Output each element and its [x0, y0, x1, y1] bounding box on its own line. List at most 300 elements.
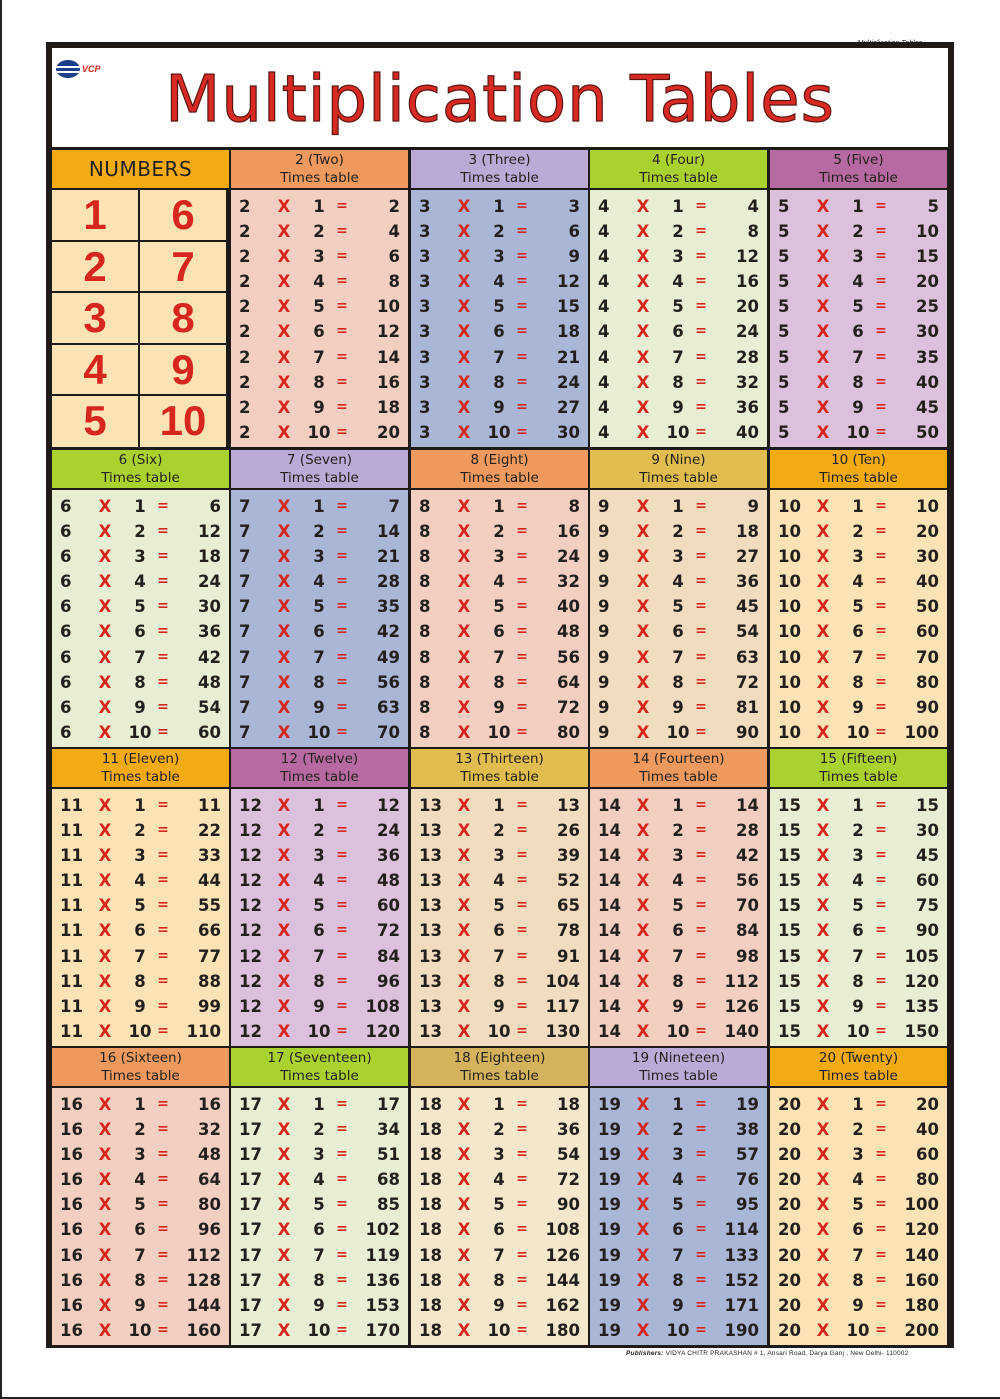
times-operator: X	[457, 622, 471, 642]
times-operator: X	[636, 946, 650, 966]
multiplicand: 17	[239, 1195, 262, 1215]
product: 24	[557, 547, 580, 567]
product: 126	[724, 996, 759, 1016]
multiplicand: 3	[419, 272, 431, 292]
multiplier: 8	[313, 372, 325, 392]
multiplier: 8	[134, 672, 146, 692]
multiplier: 3	[493, 846, 505, 866]
equals-operator: =	[336, 398, 348, 415]
table-row	[590, 1293, 767, 1318]
times-operator: X	[277, 1195, 291, 1215]
multiplicand: 11	[60, 946, 83, 966]
equals-operator: =	[336, 323, 348, 340]
product: 171	[724, 1295, 759, 1315]
number-box: 3	[52, 293, 138, 343]
equals-operator: =	[695, 523, 707, 540]
multiplier: 5	[852, 297, 864, 317]
times-operator: X	[277, 1095, 291, 1114]
equals-operator: =	[875, 548, 887, 565]
table-row	[411, 695, 588, 720]
table-row	[590, 494, 767, 519]
multiplier: 6	[134, 622, 146, 642]
table-body	[231, 789, 408, 1046]
table-header-subtitle: Times table	[280, 169, 359, 186]
multiplicand: 6	[60, 522, 72, 542]
multiplier: 1	[852, 1095, 864, 1114]
table-row	[52, 1092, 229, 1117]
multiplier: 3	[313, 1145, 325, 1165]
product: 180	[545, 1320, 580, 1340]
table-row	[411, 1117, 588, 1142]
multiplicand: 15	[778, 996, 801, 1016]
table-row	[231, 395, 408, 420]
table-row	[770, 645, 947, 670]
times-operator: X	[277, 497, 291, 516]
table-header-title: 6 (Six)	[118, 452, 163, 468]
table-row	[411, 269, 588, 294]
equals-operator: =	[157, 1221, 169, 1238]
multiplicand: 12	[239, 971, 262, 991]
table-header-title: 10 (Ten)	[831, 452, 886, 468]
table-row	[411, 918, 588, 943]
equals-operator: =	[157, 723, 169, 740]
table-header-title: 18 (Eighteen)	[453, 1050, 546, 1066]
product: 112	[186, 1245, 221, 1265]
multiplicand: 12	[239, 896, 262, 916]
multiplicand: 19	[598, 1270, 621, 1290]
product: 12	[198, 522, 221, 542]
multiplier: 6	[672, 1220, 684, 1240]
multiplicand: 20	[778, 1270, 801, 1290]
multiplier: 10	[487, 1021, 511, 1041]
product: 72	[557, 1170, 580, 1190]
times-operator: X	[816, 1095, 830, 1114]
times-operator: X	[277, 372, 291, 392]
product: 144	[186, 1295, 221, 1315]
times-operator: X	[277, 946, 291, 966]
table-header	[231, 1048, 408, 1086]
table-body	[770, 1088, 947, 1345]
times-operator: X	[636, 1295, 650, 1315]
table-header-title: 12 (Twelve)	[280, 751, 359, 767]
multiplier: 1	[313, 796, 325, 815]
multiplier: 8	[672, 1270, 684, 1290]
times-operator: X	[816, 522, 830, 542]
product: 95	[736, 1195, 759, 1215]
product: 10	[916, 222, 939, 242]
multiplier: 2	[493, 821, 505, 841]
product: 85	[377, 1195, 400, 1215]
times-operator: X	[636, 622, 650, 642]
equals-operator: =	[516, 822, 528, 839]
product: 98	[736, 946, 759, 966]
multiplier: 7	[672, 1245, 684, 1265]
multiplicand: 12	[239, 996, 262, 1016]
multiplicand: 13	[419, 871, 442, 891]
number-box: 8	[140, 293, 226, 343]
multiplicand: 13	[419, 946, 442, 966]
table-row	[590, 645, 767, 670]
multiplier: 1	[493, 497, 505, 516]
multiplicand: 20	[778, 1120, 801, 1140]
product: 30	[916, 322, 939, 342]
equals-operator: =	[516, 498, 528, 514]
multiplicand: 13	[419, 821, 442, 841]
table-body	[770, 490, 947, 747]
table-row	[770, 494, 947, 519]
multiplicand: 13	[419, 796, 442, 815]
equals-operator: =	[695, 847, 707, 864]
equals-operator: =	[336, 1271, 348, 1288]
table-header-subtitle: Times table	[639, 768, 718, 785]
product: 24	[557, 372, 580, 392]
product: 110	[186, 1021, 221, 1041]
equals-operator: =	[157, 947, 169, 964]
product: 15	[557, 297, 580, 317]
table-row	[411, 294, 588, 319]
table-row	[231, 893, 408, 918]
table-row	[411, 868, 588, 893]
equals-operator: =	[157, 1171, 169, 1188]
multiplier: 4	[672, 272, 684, 292]
times-operator: X	[816, 697, 830, 717]
table-row	[590, 944, 767, 969]
multiplier: 3	[852, 247, 864, 267]
equals-operator: =	[157, 623, 169, 640]
multiplicand: 13	[419, 896, 442, 916]
multiplier: 8	[313, 672, 325, 692]
table-header	[590, 1048, 767, 1086]
times-operator: X	[816, 722, 830, 742]
table-row	[411, 544, 588, 569]
table-row	[231, 645, 408, 670]
table-row	[770, 818, 947, 843]
table-header-title: 17 (Seventeen)	[267, 1050, 372, 1066]
table-row	[231, 244, 408, 269]
table-row	[770, 370, 947, 395]
times-operator: X	[98, 846, 112, 866]
times-operator: X	[457, 272, 471, 292]
times-operator: X	[816, 322, 830, 342]
equals-operator: =	[157, 648, 169, 665]
product: 114	[724, 1220, 759, 1240]
multiplicand: 2	[239, 197, 251, 216]
table-row	[590, 1092, 767, 1117]
product: 56	[377, 672, 400, 692]
multiplier: 3	[852, 547, 864, 567]
equals-operator: =	[516, 348, 528, 365]
equals-operator: =	[875, 698, 887, 715]
equals-operator: =	[695, 1121, 707, 1138]
table-row	[590, 670, 767, 695]
table-row	[770, 918, 947, 943]
table-row	[590, 420, 767, 445]
table-row	[231, 594, 408, 619]
times-table-10	[770, 450, 947, 747]
number-box: 2	[52, 242, 138, 292]
equals-operator: =	[336, 972, 348, 989]
multiplicand: 14	[598, 996, 621, 1016]
table-row	[52, 695, 229, 720]
multiplier: 7	[313, 1245, 325, 1265]
table-row	[231, 1019, 408, 1044]
table-row	[231, 670, 408, 695]
multiplier: 10	[307, 1021, 331, 1041]
table-row	[231, 494, 408, 519]
table-row	[231, 969, 408, 994]
table-row	[411, 720, 588, 745]
table-row	[590, 319, 767, 344]
product: 51	[377, 1145, 400, 1165]
equals-operator: =	[516, 298, 528, 315]
times-operator: X	[636, 422, 650, 442]
times-table-17	[231, 1048, 408, 1345]
product: 20	[916, 1095, 939, 1114]
multiplier: 5	[672, 597, 684, 617]
multiplicand: 15	[778, 1021, 801, 1041]
number-box: 4	[52, 345, 138, 395]
table-row	[770, 1268, 947, 1293]
multiplicand: 2	[239, 297, 251, 317]
multiplicand: 20	[778, 1220, 801, 1240]
multiplicand: 3	[419, 422, 431, 442]
product: 18	[557, 1095, 580, 1114]
multiplicand: 7	[239, 597, 251, 617]
times-operator: X	[277, 247, 291, 267]
table-row	[231, 868, 408, 893]
table-row	[770, 670, 947, 695]
times-operator: X	[636, 572, 650, 592]
times-operator: X	[636, 846, 650, 866]
multiplier: 2	[672, 222, 684, 242]
multiplier: 2	[493, 522, 505, 542]
table-body	[590, 490, 767, 747]
times-operator: X	[816, 497, 830, 516]
times-operator: X	[277, 1120, 291, 1140]
times-operator: X	[277, 921, 291, 941]
tables-grid	[52, 150, 948, 1344]
table-row	[770, 594, 947, 619]
table-body	[411, 190, 588, 447]
number-box: 1	[52, 190, 138, 240]
multiplier: 3	[493, 547, 505, 567]
table-row	[52, 1268, 229, 1293]
product: 13	[557, 796, 580, 815]
table-header-title: 8 (Eight)	[470, 452, 529, 468]
multiplier: 7	[852, 647, 864, 667]
product: 96	[377, 971, 400, 991]
times-operator: X	[816, 896, 830, 916]
product: 26	[557, 821, 580, 841]
multiplicand: 7	[239, 647, 251, 667]
multiplier: 2	[852, 522, 864, 542]
times-operator: X	[816, 1145, 830, 1165]
multiplicand: 14	[598, 821, 621, 841]
product: 28	[377, 572, 400, 592]
multiplier: 9	[313, 697, 325, 717]
multiplier: 1	[672, 497, 684, 516]
product: 4	[747, 197, 759, 216]
multiplicand: 8	[419, 722, 431, 742]
product: 20	[736, 297, 759, 317]
equals-operator: =	[336, 797, 348, 813]
multiplier: 1	[134, 1095, 146, 1114]
times-operator: X	[277, 1021, 291, 1041]
multiplier: 5	[493, 597, 505, 617]
multiplicand: 16	[60, 1270, 83, 1290]
times-operator: X	[636, 871, 650, 891]
product: 54	[557, 1145, 580, 1165]
multiplicand: 17	[239, 1220, 262, 1240]
multiplier: 2	[134, 821, 146, 841]
equals-operator: =	[516, 872, 528, 889]
table-row	[411, 619, 588, 644]
times-table-6	[52, 450, 229, 747]
equals-operator: =	[516, 1022, 528, 1039]
equals-operator: =	[875, 573, 887, 590]
publisher-footer	[626, 1350, 908, 1357]
times-table-5	[770, 150, 947, 447]
multiplier: 8	[852, 971, 864, 991]
numbers-header: NUMBERS	[52, 150, 229, 188]
multiplicand: 4	[598, 272, 610, 292]
table-body	[411, 1088, 588, 1345]
times-operator: X	[636, 322, 650, 342]
multiplicand: 16	[60, 1320, 83, 1340]
times-table-3	[411, 150, 588, 447]
table-row	[590, 720, 767, 745]
equals-operator: =	[157, 598, 169, 615]
table-row	[770, 1117, 947, 1142]
table-row	[52, 1243, 229, 1268]
product: 21	[557, 347, 580, 367]
multiplicand: 8	[419, 597, 431, 617]
equals-operator: =	[516, 797, 528, 813]
multiplicand: 5	[778, 272, 790, 292]
product: 77	[198, 946, 221, 966]
equals-operator: =	[875, 523, 887, 540]
times-operator: X	[277, 996, 291, 1016]
multiplicand: 12	[239, 1021, 262, 1041]
times-operator: X	[457, 597, 471, 617]
multiplier: 10	[666, 1021, 690, 1041]
product: 16	[377, 372, 400, 392]
table-row	[770, 868, 947, 893]
table-row	[231, 843, 408, 868]
table-row	[590, 1243, 767, 1268]
multiplicand: 12	[239, 846, 262, 866]
table-header-subtitle: Times table	[639, 1067, 718, 1084]
equals-operator: =	[336, 598, 348, 615]
multiplicand: 6	[60, 672, 72, 692]
table-row	[231, 319, 408, 344]
multiplicand: 9	[598, 697, 610, 717]
times-operator: X	[816, 647, 830, 667]
product: 39	[557, 846, 580, 866]
multiplier: 10	[846, 722, 870, 742]
equals-operator: =	[516, 373, 528, 390]
product: 22	[198, 821, 221, 841]
product: 9	[747, 497, 759, 516]
multiplicand: 8	[419, 622, 431, 642]
times-operator: X	[457, 996, 471, 1016]
multiplicand: 8	[419, 672, 431, 692]
multiplicand: 6	[60, 622, 72, 642]
product: 4	[388, 222, 400, 242]
table-header-subtitle: Times table	[280, 469, 359, 486]
equals-operator: =	[336, 523, 348, 540]
product: 19	[736, 1095, 759, 1114]
times-table-7	[231, 450, 408, 747]
times-operator: X	[816, 871, 830, 891]
times-operator: X	[816, 547, 830, 567]
product: 200	[904, 1320, 939, 1340]
product: 5	[927, 197, 939, 216]
product: 6	[209, 497, 221, 516]
times-operator: X	[457, 1220, 471, 1240]
product: 14	[377, 347, 400, 367]
equals-operator: =	[875, 273, 887, 290]
table-row	[411, 969, 588, 994]
multiplier: 5	[134, 896, 146, 916]
multiplier: 4	[134, 1170, 146, 1190]
multiplicand: 2	[239, 247, 251, 267]
times-operator: X	[277, 1295, 291, 1315]
product: 60	[916, 622, 939, 642]
table-row	[231, 818, 408, 843]
times-operator: X	[98, 971, 112, 991]
multiplier: 9	[493, 1295, 505, 1315]
table-header-title: 16 (Sixteen)	[99, 1050, 182, 1066]
multiplicand: 19	[598, 1220, 621, 1240]
multiplier: 4	[852, 1170, 864, 1190]
table-row	[590, 544, 767, 569]
product: 32	[736, 372, 759, 392]
multiplicand: 14	[598, 871, 621, 891]
equals-operator: =	[157, 573, 169, 590]
product: 78	[557, 921, 580, 941]
equals-operator: =	[336, 1022, 348, 1039]
product: 105	[904, 946, 939, 966]
multiplier: 8	[672, 971, 684, 991]
equals-operator: =	[157, 1146, 169, 1163]
times-operator: X	[457, 821, 471, 841]
times-operator: X	[636, 821, 650, 841]
equals-operator: =	[157, 1321, 169, 1338]
table-header-title: 13 (Thirteen)	[455, 751, 544, 767]
multiplier: 6	[852, 322, 864, 342]
equals-operator: =	[516, 1246, 528, 1263]
product: 20	[377, 422, 400, 442]
multiplier: 5	[493, 1195, 505, 1215]
equals-operator: =	[336, 223, 348, 240]
table-row	[411, 420, 588, 445]
equals-operator: =	[516, 573, 528, 590]
product: 18	[736, 522, 759, 542]
numbers-body	[52, 190, 229, 447]
product: 56	[557, 647, 580, 667]
product: 64	[557, 672, 580, 692]
table-row	[52, 1167, 229, 1192]
product: 14	[377, 522, 400, 542]
table-header-title: 9 (Nine)	[651, 452, 706, 468]
equals-operator: =	[695, 797, 707, 813]
product: 9	[568, 247, 580, 267]
product: 160	[904, 1270, 939, 1290]
table-row	[231, 918, 408, 943]
table-row	[411, 194, 588, 219]
multiplier: 7	[134, 946, 146, 966]
